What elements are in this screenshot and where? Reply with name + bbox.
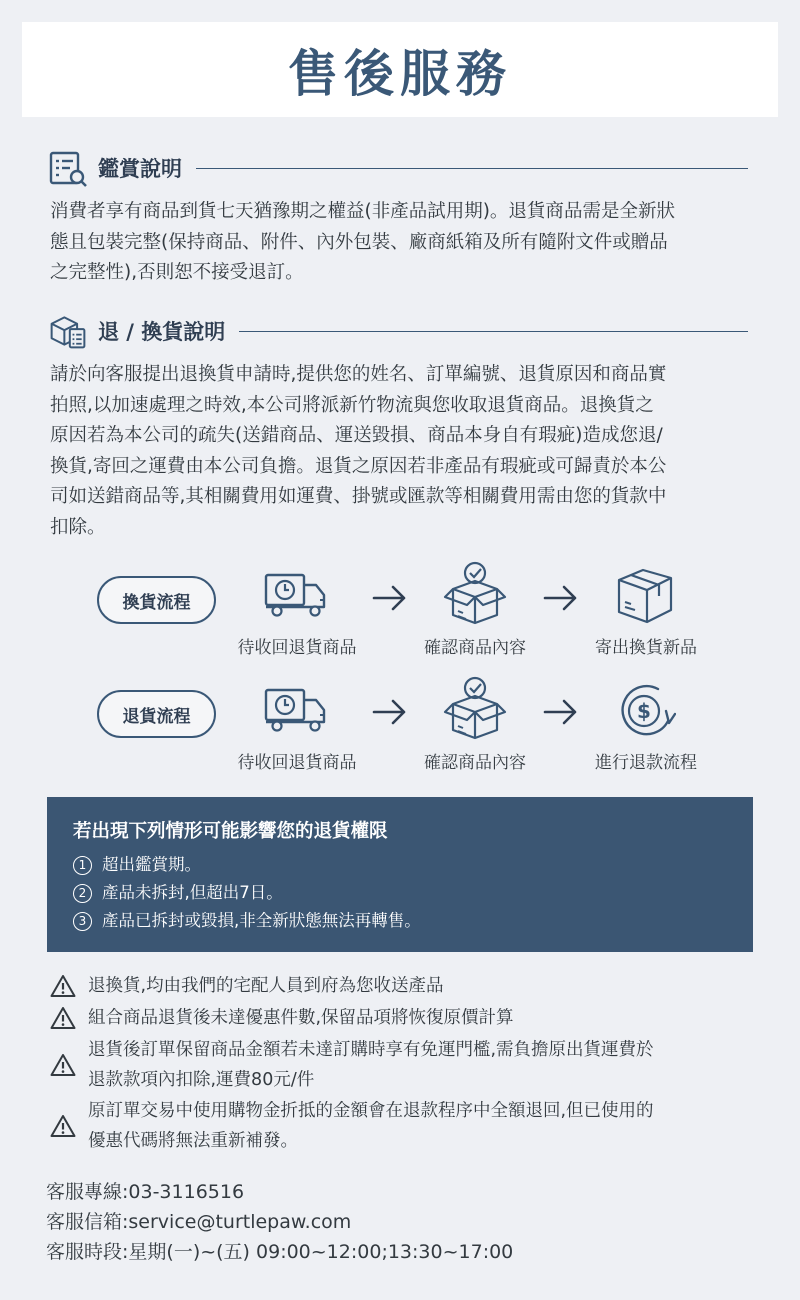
paragraph-line: 態且包裝完整(保持商品、附件、內外包裝、廠商紙箱及所有隨附文件或贈品 xyxy=(50,231,668,253)
warning-text: 原訂單交易中使用購物金折抵的金額會在退款程序中全額退回,但已使用的 xyxy=(88,1101,654,1121)
paragraph-line: 請於向客服提出退換貨申請時,提供您的姓名、訂單編號、退貨原因和商品實 xyxy=(50,364,667,385)
paragraph-line: 換貨,寄回之運費由本公司負擔。退貨之原因若非產品有瑕疵或可歸責於本公 xyxy=(50,455,667,477)
warning-text: 優惠代碼將無法重新補發。 xyxy=(88,1131,298,1151)
warning-triangle-icon xyxy=(50,974,76,998)
exchange-paragraph xyxy=(50,360,750,543)
page-title: 售後服務 xyxy=(288,44,512,103)
warning-item xyxy=(50,1096,750,1156)
exchange-section-header xyxy=(48,309,748,353)
warning-triangle-icon xyxy=(50,1006,76,1030)
return-restriction-notice xyxy=(47,797,753,952)
verified-box-icon xyxy=(441,674,509,740)
appraisal-paragraph xyxy=(50,197,750,289)
paragraph-line: 原因若為本公司的疏失(送錯商品、運送毀損、商品本身自有瑕疵)造成您退/ xyxy=(50,425,663,446)
warning-item xyxy=(50,971,750,1001)
box-checklist-icon xyxy=(48,311,88,351)
warning-triangle-icon xyxy=(50,1114,76,1138)
warning-text: 組合商品退貨後未達優惠件數,保留品項將恢復原價計算 xyxy=(88,1008,514,1028)
flow-step-caption: 進行退款流程 xyxy=(595,753,697,773)
notice-item xyxy=(73,851,727,879)
notice-item-number: 2 xyxy=(73,884,92,903)
notice-item-text: 產品已拆封或毀損,非全新狀態無法再轉售。 xyxy=(102,911,421,930)
contact-email: 客服信箱:service@turtlepaw.com xyxy=(46,1211,352,1233)
arrow-right-icon xyxy=(372,584,408,612)
warning-text: 退換貨,均由我們的宅配人員到府為您收送產品 xyxy=(88,976,444,996)
package-box-icon xyxy=(613,564,677,626)
exchange-flow-pill: 換貨流程 xyxy=(97,576,216,624)
paragraph-line: 拍照,以加速處理之時效,本公司將派新竹物流與您收取退貨商品。退換貨之 xyxy=(50,394,654,416)
flow-step-caption: 確認商品內容 xyxy=(424,753,526,773)
notice-item xyxy=(73,907,727,935)
warning-text: 退貨後訂單保留商品金額若未達訂購時享有免運門檻,需負擔原出貨運費於 xyxy=(88,1040,654,1060)
contact-hours: 客服時段:星期(一)~(五) 09:00~12:00;13:30~17:00 xyxy=(46,1241,514,1263)
arrow-right-icon xyxy=(372,698,408,726)
paragraph-line: 之完整性),否則恕不接受退訂。 xyxy=(50,262,304,283)
notice-item-text: 超出鑑賞期。 xyxy=(102,855,201,874)
paragraph-line: 消費者享有商品到貨七天猶豫期之權益(非產品試用期)。退貨商品需是全新狀 xyxy=(50,201,675,222)
contact-info xyxy=(46,1177,766,1267)
notice-heading: 若出現下列情形可能影響您的退貨權限 xyxy=(73,821,388,842)
section-divider xyxy=(239,331,748,332)
flow-step-caption: 待收回退貨商品 xyxy=(237,753,357,773)
paragraph-line: 扣除。 xyxy=(50,516,106,538)
warning-triangle-icon xyxy=(50,1053,76,1077)
paragraph-line: 司如送錯商品等,其相關費用如運費、掛號或匯款等相關費用需由您的貨款中 xyxy=(50,486,667,507)
exchange-heading: 退 / 換貨說明 xyxy=(98,320,226,344)
notice-item xyxy=(73,879,727,907)
arrow-right-icon xyxy=(543,584,579,612)
document-search-icon xyxy=(48,148,88,188)
appraisal-section-header xyxy=(48,146,748,190)
arrow-right-icon xyxy=(543,698,579,726)
return-flow-pill: 退貨流程 xyxy=(97,690,216,738)
verified-box-icon xyxy=(441,559,509,625)
section-divider xyxy=(196,168,748,169)
notice-item-number: 3 xyxy=(73,912,92,931)
flow-step-caption: 寄出換貨新品 xyxy=(595,638,697,658)
warning-item xyxy=(50,1003,750,1033)
flow-step-caption: 確認商品內容 xyxy=(424,638,526,658)
delivery-truck-icon xyxy=(263,570,329,620)
warning-text: 退款款項內扣除,運費80元/件 xyxy=(88,1070,315,1090)
flow-step-caption: 待收回退貨商品 xyxy=(237,638,357,658)
appraisal-heading: 鑑賞說明 xyxy=(98,157,182,181)
notice-item-text: 產品未拆封,但超出7日。 xyxy=(102,883,283,902)
refund-dollar-icon xyxy=(614,681,676,741)
warning-item xyxy=(50,1035,750,1095)
delivery-truck-icon xyxy=(263,685,329,735)
notice-item-number: 1 xyxy=(73,856,92,875)
page-title-box xyxy=(22,22,778,117)
contact-phone: 客服專線:03-3116516 xyxy=(46,1181,245,1203)
svg-text:$: $ xyxy=(637,699,651,723)
